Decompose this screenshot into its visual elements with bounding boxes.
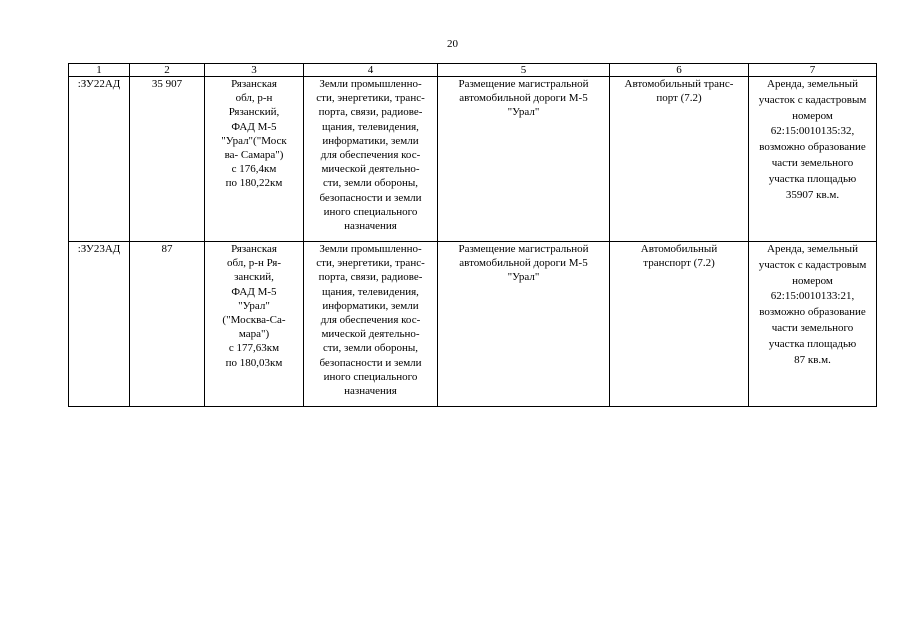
cell-line: возможно образование (759, 141, 866, 154)
land-category-cell (304, 77, 438, 242)
cell-line: ФАД М-5 (231, 285, 277, 298)
cell-line: Земли промышленно- (319, 243, 422, 255)
cell-line: Размещение магистральной (458, 243, 589, 255)
cell-line: участка площадью (768, 337, 857, 350)
column-header: 7 (749, 64, 877, 77)
cell-line: Размещение магистральной (458, 78, 589, 90)
cell-line: 62:15:0010133:21, (770, 290, 855, 303)
cell-line: Рязанская (231, 78, 277, 90)
cell-line: назначения (344, 385, 397, 398)
cell-line: Автомобильный транс- (624, 78, 734, 90)
cell-line: транспорт (7.2) (643, 257, 715, 270)
cell-line: порт (7.2) (656, 92, 702, 105)
land-plots-table (68, 63, 877, 407)
cell-line: 35907 кв.м. (785, 188, 840, 201)
cell-line: информатики, земли (322, 299, 419, 312)
cell-line: номером (792, 109, 833, 122)
cell-line: мической деятельно- (321, 328, 420, 341)
cell-line: мара") (238, 328, 270, 341)
permitted-use-cell (610, 77, 749, 242)
permitted-use-cell (610, 242, 749, 407)
cell-line: для обеспечения кос- (320, 314, 421, 327)
table-row (69, 77, 877, 242)
cell-line: с 176,4км (231, 163, 277, 176)
column-number-row (69, 64, 877, 77)
column-header: 2 (130, 64, 205, 77)
location-cell (205, 77, 304, 242)
location-cell (205, 242, 304, 407)
cell-line: "Урал"("Моск (221, 134, 287, 147)
cell-line: 62:15:0010135:32, (770, 125, 855, 138)
cell-line: возможно образование (759, 306, 866, 319)
usage-purpose-cell (438, 77, 610, 242)
cell-line: 87 кв.м. (794, 353, 831, 366)
cell-line: мической деятельно- (321, 163, 420, 176)
cell-line: "Урал" (507, 271, 540, 284)
usage-purpose-cell (438, 242, 610, 407)
cell-line: автомобильной дороги М-5 (459, 257, 588, 270)
cell-line: для обеспечения кос- (320, 149, 421, 162)
cell-line: информатики, земли (322, 134, 419, 147)
cell-line: порта, связи, радиове- (318, 106, 423, 119)
cell-line: "Урал" (238, 299, 270, 312)
cell-line: участок с кадастровым (758, 93, 867, 106)
cell-line: по 180,03км (225, 356, 283, 369)
cell-line: участка площадью (768, 172, 857, 185)
column-header: 1 (69, 64, 130, 77)
cell-line: обл, р-н Ря- (226, 257, 282, 270)
column-header: 6 (610, 64, 749, 77)
cell-line: безопасности и земли (319, 191, 422, 204)
cell-line: участок с кадастровым (758, 258, 867, 271)
area-cell: 87 (130, 242, 205, 407)
cell-line: Рязанский, (228, 106, 280, 119)
cell-line: с 177,63км (228, 342, 280, 355)
rights-cell (749, 242, 877, 407)
cell-line: номером (792, 274, 833, 287)
cell-line: Аренда, земельный (767, 243, 858, 255)
cell-line: порта, связи, радиове- (318, 271, 423, 284)
cell-line: сти, энергетики, транс- (316, 257, 425, 270)
cell-line: сти, земли обороны, (322, 177, 418, 190)
cell-line: назначения (344, 220, 397, 233)
cell-line: Автомобильный (640, 243, 718, 255)
cell-line: части земельного (771, 321, 854, 334)
column-header: 4 (304, 64, 438, 77)
area-cell: 35 907 (130, 77, 205, 242)
cell-line: по 180,22км (225, 177, 283, 190)
page-number: 20 (447, 38, 458, 50)
plot-id-cell: :ЗУ22АД (69, 77, 130, 242)
cell-line: ва- Самара") (224, 149, 284, 162)
cell-line: "Урал" (507, 106, 540, 119)
cell-line: обл, р-н (235, 92, 273, 105)
cell-line: автомобильной дороги М-5 (459, 92, 588, 105)
cell-line: части земельного (771, 156, 854, 169)
cell-line: иного специального (323, 205, 418, 218)
cell-line: иного специального (323, 370, 418, 383)
rights-cell (749, 77, 877, 242)
cell-line: Аренда, земельный (767, 78, 858, 90)
cell-line: безопасности и земли (319, 356, 422, 369)
cell-line: ("Москва-Са- (222, 314, 286, 327)
cell-line: Рязанская (231, 243, 277, 255)
column-header: 3 (205, 64, 304, 77)
plot-id-cell: :ЗУ23АД (69, 242, 130, 407)
cell-line: сти, энергетики, транс- (316, 92, 425, 105)
cell-line: сти, земли обороны, (322, 342, 418, 355)
cell-line: ФАД М-5 (231, 120, 277, 133)
cell-line: Земли промышленно- (319, 78, 422, 90)
land-category-cell (304, 242, 438, 407)
cell-line: занский, (234, 271, 274, 284)
cell-line: щания, телевидения, (322, 285, 419, 298)
table-row (69, 242, 877, 407)
cell-line: щания, телевидения, (322, 120, 419, 133)
column-header: 5 (438, 64, 610, 77)
